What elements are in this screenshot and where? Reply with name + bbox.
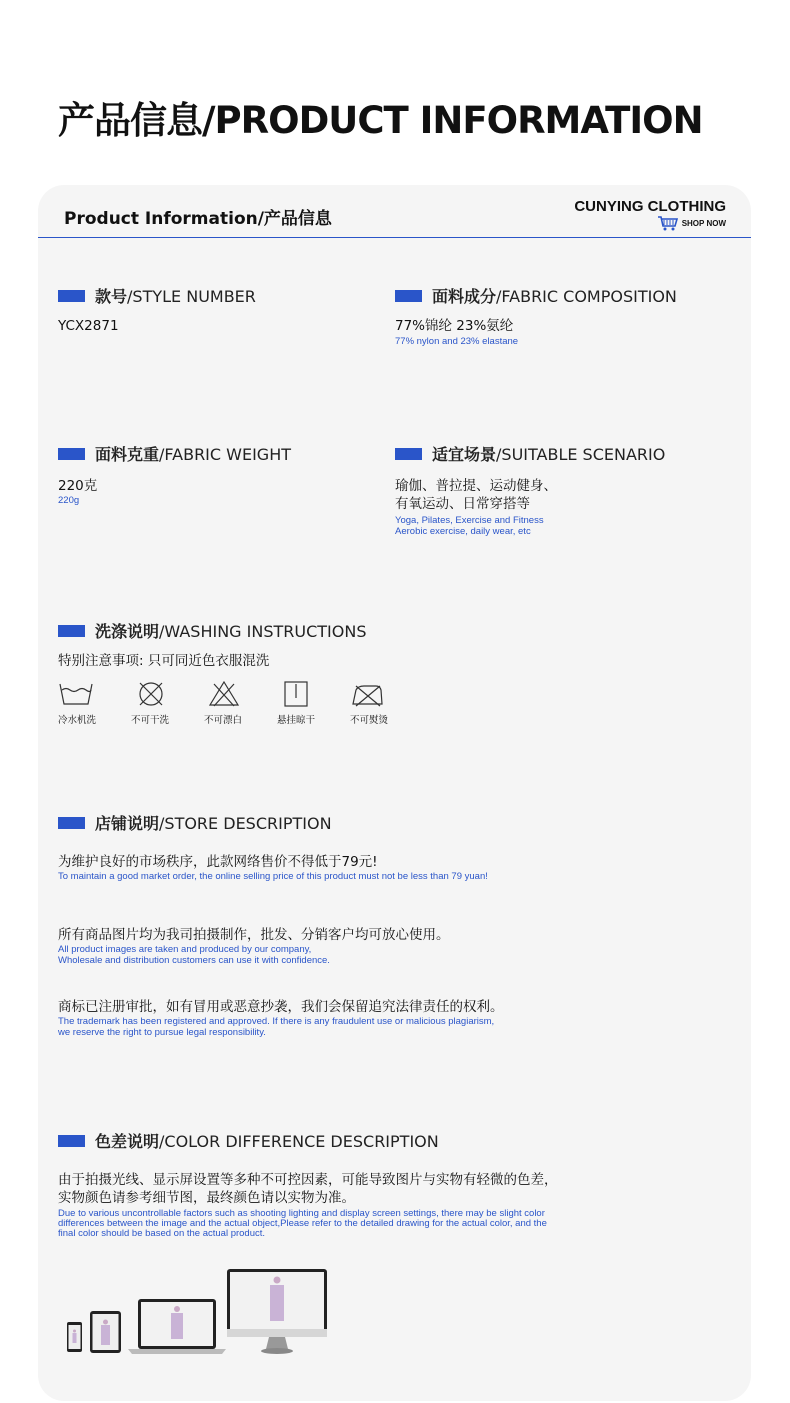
section-marker <box>395 290 422 302</box>
fabric-weight-value-en: 220g <box>58 495 80 506</box>
phone-device <box>67 1322 82 1352</box>
color-diff-en-line3: final color should be based on the actual product. <box>58 1228 266 1239</box>
color-diff-en-line2: differences between the image and the actual object,Please refer to the detailed drawing for the actual color, and the <box>58 1218 547 1229</box>
page-title: 产品信息/PRODUCT INFORMATION <box>58 99 703 142</box>
color-difference-title-cn: 色差说明 <box>95 1132 160 1151</box>
fabric-composition-section <box>395 284 677 347</box>
color-diff-cn-line2: 实物颜色请参考细节图，最终颜色请以实物为准。 <box>58 1190 355 1206</box>
hang-dry-icon <box>281 680 317 708</box>
suitable-scenario-section <box>395 442 665 537</box>
store-p2-en-line1: All product images are taken and produced by our company, <box>58 944 312 955</box>
color-difference-paragraph <box>58 1171 558 1239</box>
devices-illustration <box>66 1267 331 1357</box>
wash-label: 不可熨烫 <box>350 715 389 726</box>
fabric-composition-title-cn: 面料成分 <box>432 287 497 306</box>
washing-icons <box>58 680 423 726</box>
store-p2-en-line2: Wholesale and distribution customers can use it with confidence. <box>58 955 330 966</box>
store-p1-en: To maintain a good market order, the online selling price of this product must not be less than 79 yuan! <box>58 871 488 882</box>
cold-machine-wash-icon <box>58 680 94 708</box>
shopping-cart-icon <box>657 215 679 231</box>
do-not-bleach-icon <box>208 680 244 708</box>
store-p3-cn: 商标已注册审批，如有冒用或恶意抄袭，我们会保留追究法律责任的权利。 <box>58 999 504 1015</box>
store-paragraph-3 <box>58 998 504 1038</box>
suitable-scenario-title-en: /SUITABLE SCENARIO <box>496 445 666 464</box>
fabric-weight-title-en: /FABRIC WEIGHT <box>159 445 292 464</box>
section-marker <box>395 448 422 460</box>
fabric-composition-value-en: 77% nylon and 23% elastane <box>395 336 519 347</box>
style-number-title-en: /STYLE NUMBER <box>127 287 256 306</box>
store-paragraph-1 <box>58 853 488 882</box>
fabric-composition-title-en: /FABRIC COMPOSITION <box>496 287 677 306</box>
washing-section <box>58 619 366 670</box>
shop-now-link[interactable] <box>574 215 726 231</box>
section-marker <box>58 625 85 637</box>
do-not-dry-clean-icon <box>135 680 171 708</box>
store-paragraph-2 <box>58 926 450 966</box>
wash-label: 冷水机洗 <box>58 715 97 726</box>
store-p3-en-line2: we reserve the right to pursue legal responsibility. <box>58 1027 266 1038</box>
style-number-value: YCX2871 <box>58 318 119 334</box>
section-marker <box>58 817 85 829</box>
monitor-device <box>227 1269 327 1354</box>
section-marker <box>58 290 85 302</box>
wash-label: 悬挂晾干 <box>277 715 316 726</box>
shop-now-label: SHOP NOW <box>681 218 726 228</box>
store-p2-cn: 所有商品图片均为我司拍摄制作，批发、分销客户均可放心使用。 <box>58 927 450 943</box>
suitable-scenario-value-line2: 有氧运动、日常穿搭等 <box>395 496 530 512</box>
fabric-weight-value: 220克 <box>58 478 98 494</box>
fabric-weight-title-cn: 面料克重 <box>95 445 160 464</box>
laptop-device <box>128 1299 226 1354</box>
fabric-composition-value: 77%锦纶 23%氨纶 <box>395 318 514 334</box>
wash-label: 不可干洗 <box>131 715 170 726</box>
color-diff-cn-line1: 由于拍摄光线、显示屏设置等多种不可控因素，可能导致图片与实物有轻微的色差， <box>58 1172 558 1188</box>
fabric-weight-section <box>58 442 291 506</box>
suitable-scenario-title-cn: 适宜场景 <box>432 445 497 464</box>
store-title-cn: 店铺说明 <box>95 814 160 833</box>
wash-item <box>131 680 204 726</box>
wash-item <box>204 680 277 726</box>
washing-title-en: /WASHING INSTRUCTIONS <box>159 622 367 641</box>
section-marker <box>58 1135 85 1147</box>
washing-title-cn: 洗涤说明 <box>95 622 160 641</box>
washing-note: 特别注意事项: 只可同近色衣服混洗 <box>58 653 270 669</box>
tablet-device <box>90 1311 121 1353</box>
store-title-en: /STORE DESCRIPTION <box>159 814 332 833</box>
suitable-scenario-value-line1: 瑜伽、普拉提、运动健身、 <box>395 478 557 494</box>
wash-item <box>277 680 350 726</box>
section-marker <box>58 448 85 460</box>
style-number-section <box>58 284 256 335</box>
product-info-card <box>38 185 751 1401</box>
store-p3-en-line1: The trademark has been registered and approved. If there is any fraudulent use or malicious plagiarism, <box>58 1016 495 1027</box>
suitable-scenario-value-en-line1: Yoga, Pilates, Exercise and Fitness <box>395 515 544 526</box>
wash-label: 不可漂白 <box>204 715 243 726</box>
store-section <box>58 811 332 834</box>
wash-item <box>58 680 131 726</box>
brand-logo[interactable] <box>574 198 726 231</box>
card-header <box>38 185 751 238</box>
do-not-iron-icon <box>350 680 386 708</box>
color-diff-en-line1: Due to various uncontrollable factors such as shooting lighting and display screen settings, there may be slight color <box>58 1208 545 1219</box>
card-title: Product Information/产品信息 <box>64 209 332 229</box>
store-p1-cn: 为维护良好的市场秩序，此款网络售价不得低于79元! <box>58 854 378 870</box>
brand-name: CUNYING CLOTHING <box>574 198 726 215</box>
wash-item <box>350 680 423 726</box>
suitable-scenario-value-en-line2: Aerobic exercise, daily wear, etc <box>395 526 531 537</box>
color-difference-title-en: /COLOR DIFFERENCE DESCRIPTION <box>159 1132 439 1151</box>
color-difference-section <box>58 1129 439 1152</box>
style-number-title-cn: 款号 <box>95 287 128 306</box>
